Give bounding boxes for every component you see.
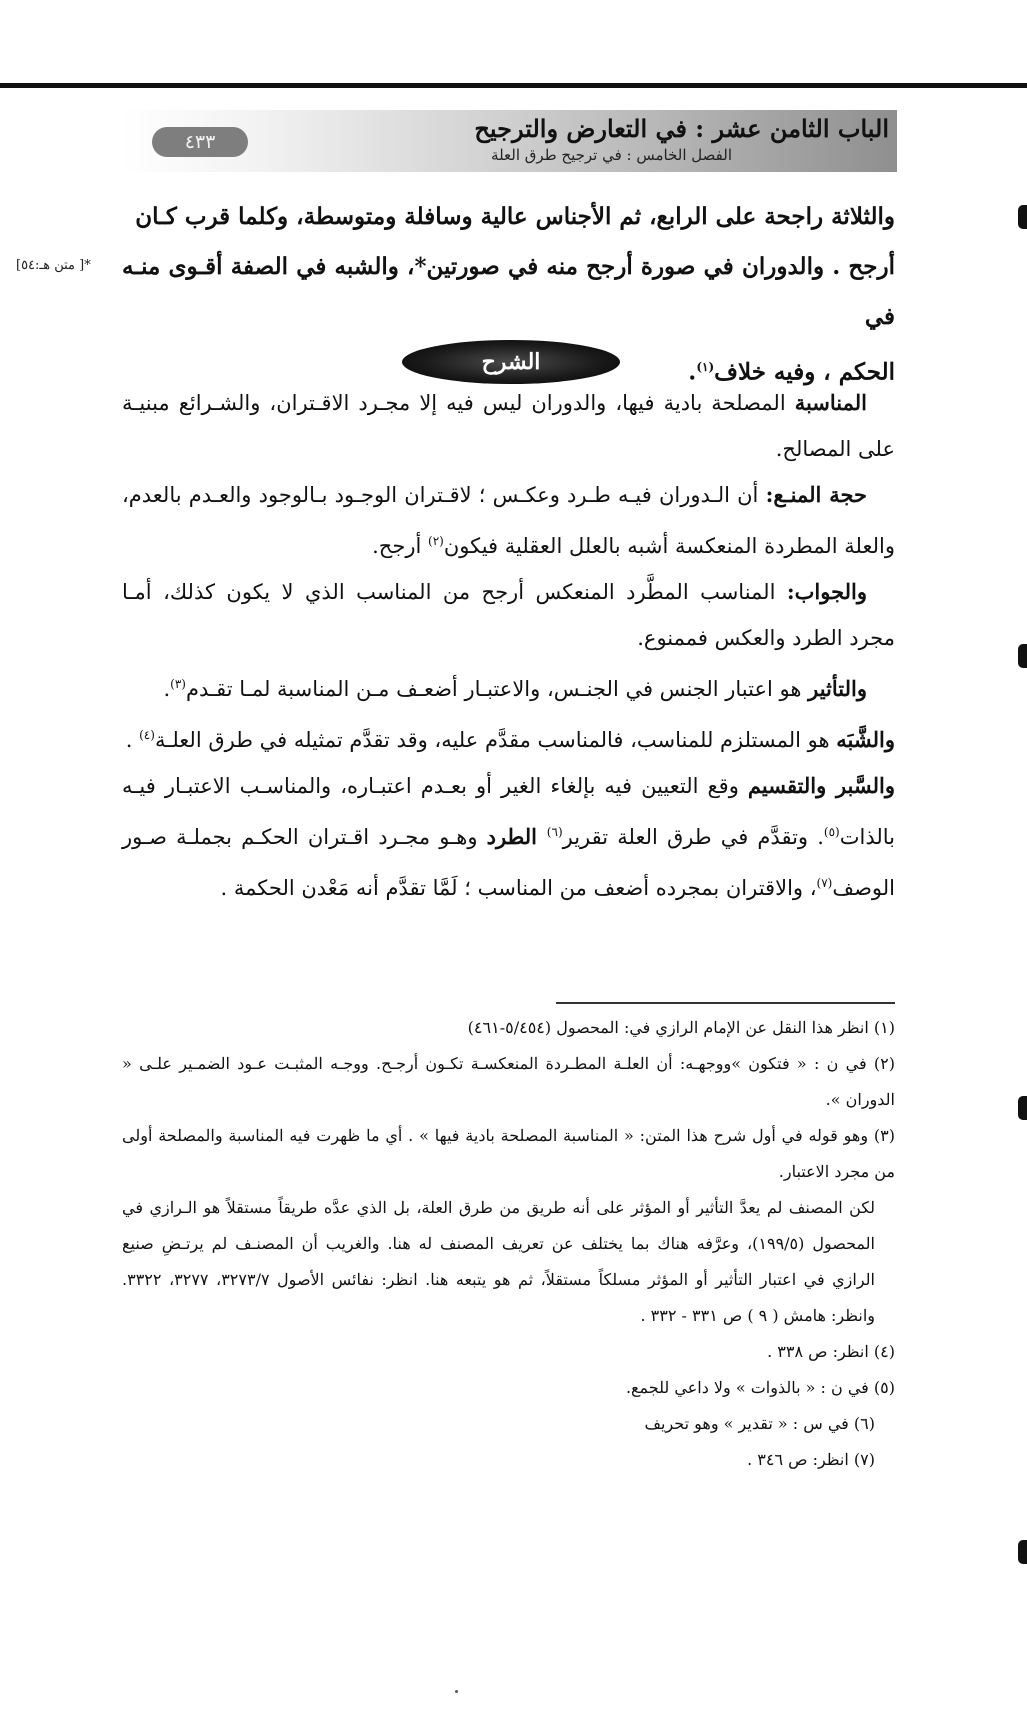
text: . وتقدَّم في طرق العلة تقرير	[562, 825, 824, 849]
margin-mark	[1018, 1540, 1027, 1564]
text: أرجح.	[372, 534, 428, 558]
text: المناسب المطَّرد المنعكس أرجح من المناسب الذي لا يكون كذلك، أمـا مجرد الطرد والعكس فممنوع.	[122, 580, 895, 650]
text: .	[125, 728, 140, 752]
footnote-ref: (٦)	[546, 825, 563, 839]
footnote-ref: (٧)	[816, 876, 833, 890]
margin-mark	[1018, 644, 1027, 668]
term: والسَّبر والتقسيم	[747, 773, 895, 798]
text: المصلحة بادية فيها، والدوران ليس فيه إلا مجـرد الاقـتران، والشـرائع مبنيـة على المصالح.	[122, 391, 895, 461]
section-title: الفصل الخامس : في ترجيح طرق العلة	[491, 146, 732, 164]
footnote-1: (١) انظر هذا النقل عن الإمام الرازي في: المحصول (٥/٤٥٤-٤٦١)	[467, 1018, 895, 1037]
text: ، والاقتران بمجرده أضعف من المناسب ؛ لَمَّا تقدَّم أنه مَعْدن الحكمة .	[220, 876, 817, 900]
footnote-7: (٧) انظر: ص ٣٤٦ .	[747, 1450, 875, 1469]
footnote-5: (٥) في ن : « بالذوات » ولا داعي للجمع.	[625, 1378, 895, 1397]
footnote-3: (٣) وهو قوله في أول شرح هذا المتن: « المناسبة المصلحة بادية فيها » . أي ما ظهرت فيه المناسبة والمصلحة أولى من مجرد الاعتبار.	[122, 1126, 895, 1181]
footnote-ref: (٢)	[428, 534, 444, 548]
text: وقع التعيين فيه بإلغاء الغير أو بعـدم اعتبـاره، والمناسـب الاعتبـار فيـه بالذات	[122, 774, 895, 849]
running-header	[122, 110, 897, 172]
paragraph-5	[122, 712, 895, 763]
footnote-ref: (٣)	[170, 677, 186, 691]
footnotes	[122, 1010, 895, 1478]
paragraph-2	[122, 472, 895, 569]
top-rule	[0, 83, 1027, 88]
main-line-1: والثلاثة راجحة على الرابع، ثم الأجناس عالية وسافلة ومتوسطة، وكلما قرب كـان	[135, 203, 895, 230]
paragraph-1	[122, 380, 895, 472]
term: والتأثير	[808, 676, 867, 701]
margin-mark	[1018, 1096, 1027, 1120]
text: هو المستلزم للمناسب، فالمناسب مقدَّم عليه، وقد تقدَّم تمثيله في طرق العلـة	[154, 728, 837, 752]
main-line-2: أرجح . والدوران في صورة أرجح منه في صورتين*، والشبه في الصفة أقـوى منـه في	[122, 253, 895, 330]
page-number: ٤٣٣	[152, 127, 248, 157]
paragraph-4	[122, 661, 895, 712]
footnote-4: (٤) انظر: ص ٣٣٨ .	[767, 1342, 895, 1361]
text: هو اعتبار الجنس في الجنـس، والاعتبـار أضعـف مـن المناسبة لمـا تقـدم	[185, 677, 809, 701]
main-line-3-text: الحكم ، وفيه خلاف	[714, 358, 895, 386]
text: أن الـدوران فيـه طـرد وعكـس ؛ لاقـتران الوجـود بـالوجود والعـدم بالعدم، والعلة المطردة المنعكسة أشبه بالعلل العقلية فيكون	[122, 483, 895, 558]
term: والشَّبَه	[836, 727, 895, 752]
footnote-ref: (١)	[696, 360, 715, 374]
commentary-body	[122, 380, 895, 911]
footnote-2: (٢) في ن : « فتكون »ووجهـه: أن العلـة المطـردة المنعكسـة تكـون أرجـح. ووجـه المثبـت عـود الضمـير علـى « الدوران ».	[122, 1054, 895, 1109]
footnote-ref: (٥)	[823, 825, 840, 839]
term: حجة المنـع:	[765, 482, 868, 507]
footnote-3-continued: لكن المصنف لم يعدَّ التأثير أو المؤثر على أنه طريق من طرق العلة، بل الذي عدَّه طريقاً مستقلاً هو الـرازي في المحصول (١٩٩/٥)، وعرَّفه هناك بما يختلف عن تعريف المصنف له هنا. والغريب أن المصنـف لم يرتـضِ صنيع الرازي في اعتبار التأثير أو المؤثر مسلكاً مستقلاً، ثم هو يتبعه هنا. انظر: نفائس الأصول ٣٢٧٣/٧، ٣٢٧٧، ٣٣٢٢. وانظر: هامش ( ٩ ) ص ٣٣١ - ٣٣٢ .	[122, 1198, 875, 1325]
margin-mark	[1018, 205, 1027, 229]
chapter-title: الباب الثامن عشر : في التعارض والترجيح	[474, 114, 889, 143]
text: وهـو مجـرد اقـتران الحكـم بجملـة صـور الوصف	[122, 825, 895, 900]
term: الطرد	[486, 824, 547, 849]
footnote-divider	[556, 1002, 895, 1004]
paragraph-3	[122, 569, 895, 661]
footnote-ref: (٤)	[139, 728, 155, 742]
sharh-label: الشرح	[402, 340, 620, 384]
main-line-3-end: .	[688, 358, 697, 386]
paragraph-6	[122, 763, 895, 911]
text: .	[163, 677, 171, 701]
footnote-6: (٦) في س : « تقدير » وهو تحريف	[644, 1414, 875, 1433]
term: المناسبة	[794, 390, 867, 415]
scan-speck	[455, 1690, 458, 1693]
term: والجواب:	[786, 579, 867, 604]
side-note: *[ متن هـ:٥٤]	[16, 258, 91, 273]
